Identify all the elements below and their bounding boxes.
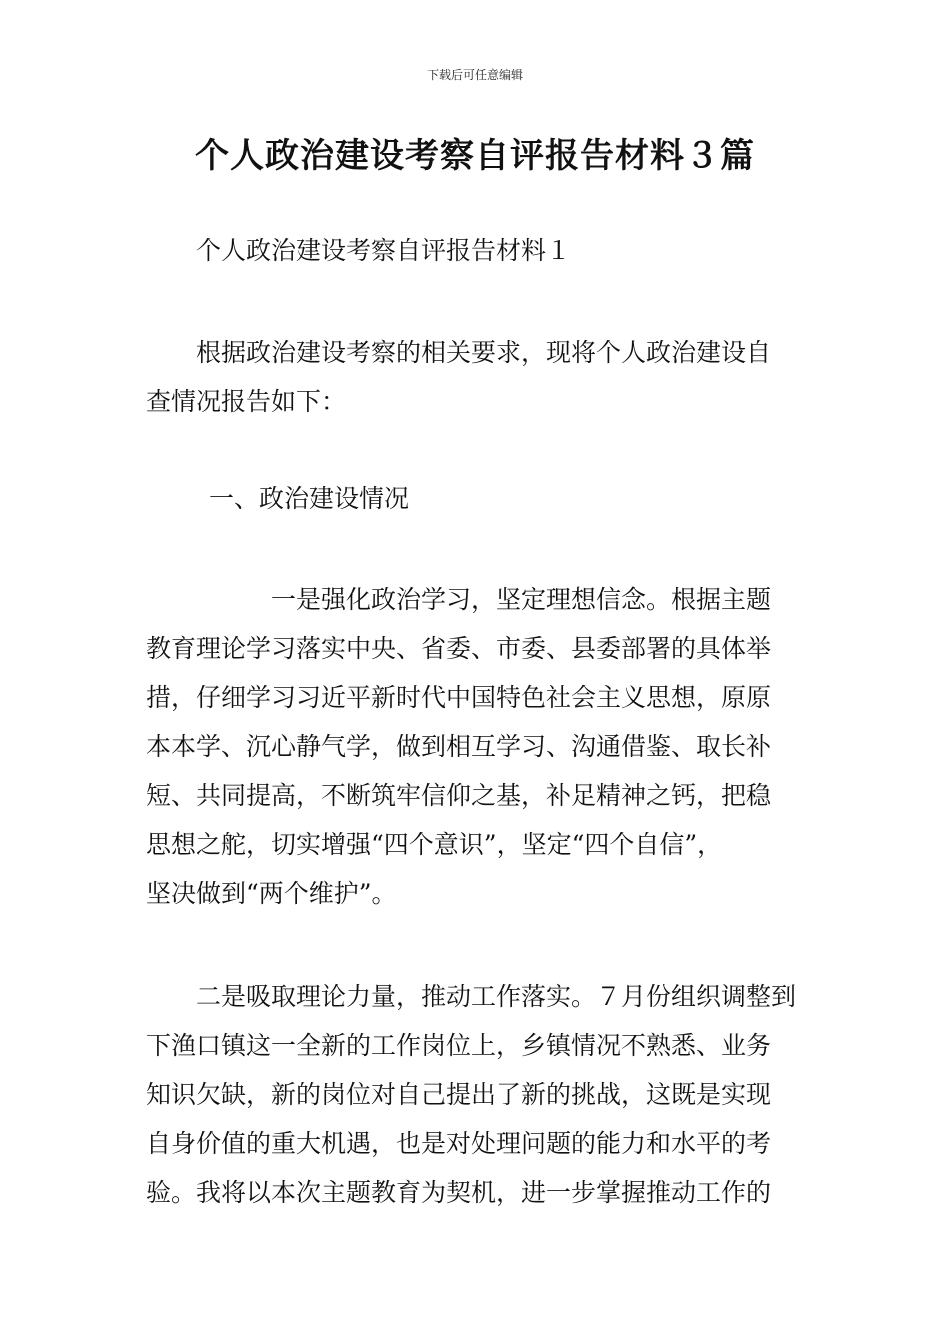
paragraph-line: 教育理论学习落实中央、省委、市委、县委部署的具体举 bbox=[146, 634, 772, 663]
paragraph-line: 二是吸取理论力量，推动工作落实。７月份组织调整到 bbox=[146, 982, 797, 1011]
paragraph-line: 知识欠缺，新的岗位对自己提出了新的挑战，这既是实现 bbox=[146, 1080, 772, 1109]
paragraph-line: 下渔口镇这一全新的工作岗位上，乡镇情况不熟悉、业务 bbox=[146, 1031, 772, 1060]
paragraph-line: 坚决做到“两个维护”。 bbox=[146, 879, 397, 908]
intro-paragraph bbox=[146, 328, 806, 426]
section-heading bbox=[146, 474, 806, 523]
paragraph-1 bbox=[146, 575, 806, 918]
paragraph-line: 思想之舵，切实增强“四个意识”，坚定“四个自信”， bbox=[146, 830, 723, 859]
paragraph-line: 查情况报告如下： bbox=[146, 387, 347, 416]
paragraph-line: 短、共同提高，不断筑牢信仰之基，补足精神之钙，把稳 bbox=[146, 781, 772, 810]
paragraph-line: 措，仔细学习习近平新时代中国特色社会主义思想，原原 bbox=[146, 683, 772, 712]
document-title: 个人政治建设考察自评报告材料３篇 bbox=[195, 136, 755, 176]
paragraph-line: 根据政治建设考察的相关要求，现将个人政治建设自 bbox=[146, 338, 772, 367]
header-note: 下载后可任意编辑 bbox=[426, 68, 523, 82]
subtitle bbox=[146, 226, 806, 275]
paragraph-line: 本本学、沉心静气学，做到相互学习、沟通借鉴、取长补 bbox=[146, 732, 772, 761]
paragraph-line: 自身价值的重大机遇，也是对处理问题的能力和水平的考 bbox=[146, 1129, 772, 1158]
paragraph-2 bbox=[146, 972, 806, 1217]
paragraph-line: 一是强化政治学习，坚定理想信念。根据主题 bbox=[146, 585, 772, 614]
paragraph-line: 验。我将以本次主题教育为契机，进一步掌握推动工作的 bbox=[146, 1178, 772, 1207]
subtitle-text: 个人政治建设考察自评报告材料１ bbox=[196, 236, 572, 265]
section-heading-text: 一、政治建设情况 bbox=[184, 484, 410, 513]
